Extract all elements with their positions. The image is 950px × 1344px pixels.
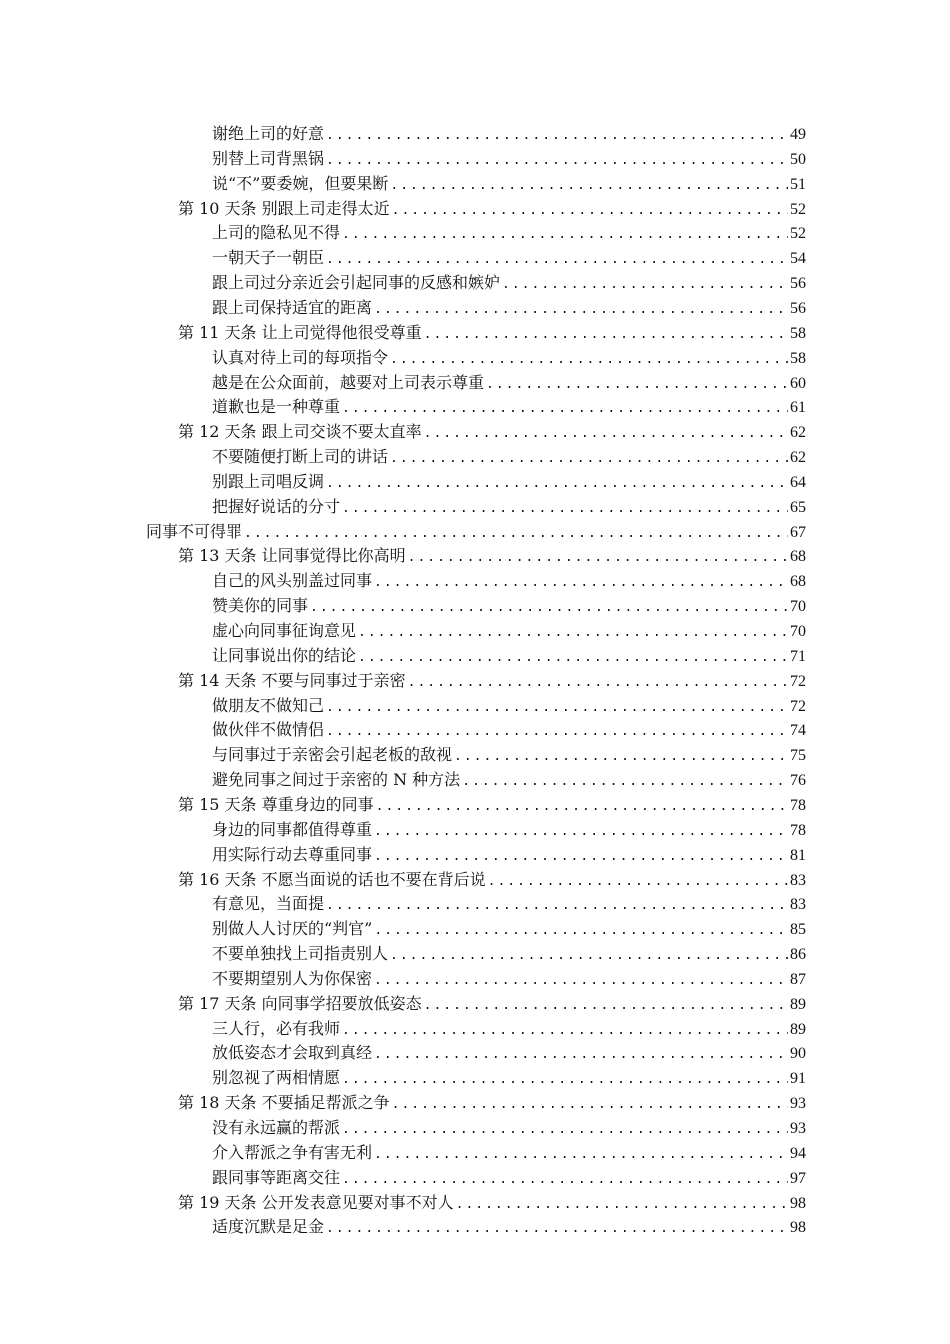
toc-entry-title: 避免同事之间过于亲密的 N 种方法	[212, 770, 461, 790]
toc-entry-title: 自己的风头别盖过同事	[212, 571, 373, 591]
dot-leader	[358, 620, 788, 645]
toc-entry-title: 跟上司保持适宜的距离	[212, 297, 373, 317]
toc-entry-title: 别忽视了两相情愿	[212, 1068, 341, 1088]
toc-entry-page-number: 91	[790, 1070, 806, 1088]
dot-leader	[390, 173, 788, 198]
dot-leader	[390, 446, 788, 471]
dot-leader	[454, 744, 788, 769]
toc-entry[interactable]	[212, 842, 806, 867]
toc-entry[interactable]	[212, 941, 806, 966]
toc-entry[interactable]	[178, 1190, 806, 1215]
dot-leader	[374, 918, 788, 943]
toc-entry[interactable]	[212, 171, 806, 196]
toc-entry-title: 身边的同事都值得尊重	[212, 819, 373, 839]
toc-entry-title: 第 12 天条 跟上司交谈不要太直率	[178, 422, 422, 442]
dot-leader	[310, 595, 788, 620]
toc-entry-page-number: 72	[790, 672, 806, 690]
toc-entry-title: 不要单独找上司指责别人	[212, 944, 389, 964]
toc-entry[interactable]	[178, 320, 806, 345]
toc-entry[interactable]	[212, 643, 806, 668]
dot-leader	[488, 869, 788, 894]
dot-leader	[326, 893, 788, 918]
toc-entry[interactable]	[212, 767, 806, 792]
toc-entry-title: 认真对待上司的每项指令	[212, 347, 389, 367]
toc-entry-title: 同事不可得罪	[146, 521, 243, 541]
dot-leader	[244, 521, 788, 546]
toc-entry[interactable]	[212, 1140, 806, 1165]
toc-entry-title: 别跟上司唱反调	[212, 471, 325, 491]
dot-leader	[376, 794, 788, 819]
dot-leader	[374, 1142, 788, 1167]
toc-entry-page-number: 58	[790, 349, 806, 367]
toc-entry-page-number: 52	[790, 200, 806, 218]
dot-leader	[374, 1042, 788, 1067]
toc-entry[interactable]	[212, 817, 806, 842]
dot-leader	[392, 198, 788, 223]
toc-entry-title: 别替上司背黑锅	[212, 148, 325, 168]
toc-entry[interactable]	[212, 394, 806, 419]
toc-entry[interactable]	[178, 792, 806, 817]
dot-leader	[424, 322, 788, 347]
toc-entry[interactable]	[212, 270, 806, 295]
dot-leader	[342, 1167, 788, 1192]
toc-entry-title: 第 18 天条 不要插足帮派之争	[178, 1093, 390, 1113]
toc-entry-title: 第 15 天条 尊重身边的同事	[178, 794, 374, 814]
dot-leader	[342, 1067, 788, 1092]
toc-entry-title: 做朋友不做知己	[212, 695, 325, 715]
dot-leader	[358, 645, 788, 670]
toc-entry-page-number: 89	[790, 995, 806, 1013]
toc-entry-page-number: 62	[790, 449, 806, 467]
toc-entry-page-number: 97	[790, 1169, 806, 1187]
dot-leader	[486, 372, 788, 397]
toc-entry-title: 让同事说出你的结论	[212, 645, 357, 665]
dot-leader	[390, 347, 788, 372]
dot-leader	[390, 943, 788, 968]
toc-entry[interactable]	[178, 196, 806, 221]
toc-entry-title: 介入帮派之争有害无利	[212, 1142, 373, 1162]
toc-entry-page-number: 98	[790, 1194, 806, 1212]
toc-entry-page-number: 70	[790, 623, 806, 640]
toc-entry-page-number: 75	[790, 747, 806, 765]
dot-leader	[462, 769, 788, 794]
toc-entry-page-number: 85	[790, 921, 806, 939]
toc-entry[interactable]	[212, 693, 806, 718]
toc-entry-page-number: 74	[790, 722, 806, 740]
toc-entry-page-number: 83	[790, 896, 806, 914]
toc-entry-page-number: 58	[790, 324, 806, 342]
toc-entry[interactable]	[212, 966, 806, 991]
toc-entry[interactable]	[178, 1090, 806, 1115]
dot-leader	[326, 247, 788, 272]
dot-leader	[326, 123, 788, 148]
toc-entry[interactable]	[212, 494, 806, 519]
toc-entry-page-number: 89	[790, 1020, 806, 1038]
toc-entry-page-number: 51	[790, 175, 806, 193]
dot-leader	[424, 421, 788, 446]
toc-entry-page-number: 67	[790, 523, 806, 541]
toc-entry-title: 第 11 天条 让上司觉得他很受尊重	[178, 322, 422, 342]
toc-entry-title: 与同事过于亲密会引起老板的敌视	[212, 745, 453, 765]
toc-entry[interactable]	[212, 146, 806, 171]
dot-leader	[342, 396, 788, 421]
toc-entry-page-number: 62	[790, 424, 806, 442]
toc-entry-page-number: 68	[790, 573, 806, 591]
dot-leader	[392, 1092, 788, 1117]
dot-leader	[408, 670, 788, 695]
dot-leader	[424, 993, 788, 1018]
toc-entry[interactable]	[212, 469, 806, 494]
toc-entry-page-number: 49	[790, 126, 806, 143]
toc-entry-title: 第 17 天条 向同事学招要放低姿态	[178, 993, 422, 1013]
toc-entry-page-number: 56	[790, 275, 806, 293]
toc-entry-title: 上司的隐私见不得	[212, 223, 341, 243]
toc-entry-title: 适度沉默是足金	[212, 1217, 325, 1237]
toc-entry[interactable]	[178, 867, 806, 892]
toc-entry-page-number: 72	[790, 697, 806, 715]
dot-leader	[374, 819, 788, 844]
toc-entry-page-number: 65	[790, 498, 806, 516]
dot-leader	[374, 968, 788, 993]
toc-entry-title: 做伙伴不做情侣	[212, 720, 325, 740]
toc-entry-title: 把握好说话的分寸	[212, 496, 341, 516]
toc-entry-page-number: 71	[790, 647, 806, 665]
dot-leader	[326, 719, 788, 744]
toc-entry[interactable]	[212, 295, 806, 320]
toc-entry-title: 放低姿态才会取到真经	[212, 1043, 373, 1063]
toc-entry[interactable]	[212, 568, 806, 593]
toc-entry-title: 有意见，当面提	[212, 894, 325, 914]
toc-entry-page-number: 98	[790, 1219, 806, 1237]
toc-entry-page-number: 83	[790, 871, 806, 889]
dot-leader	[326, 471, 788, 496]
toc-entry[interactable]	[212, 345, 806, 370]
toc-entry-title: 不要期望别人为你保密	[212, 968, 373, 988]
toc-entry[interactable]	[212, 121, 806, 146]
toc-entry-title: 道歉也是一种尊重	[212, 397, 341, 417]
toc-entry[interactable]	[212, 245, 806, 270]
toc-entry-title: 虚心向同事征询意见	[212, 621, 357, 640]
toc-entry-page-number: 78	[790, 821, 806, 839]
toc-entry-page-number: 81	[790, 846, 806, 864]
toc-entry-page-number: 60	[790, 374, 806, 392]
dot-leader	[374, 844, 788, 869]
toc-entry[interactable]	[212, 1065, 806, 1090]
toc-entry[interactable]	[212, 742, 806, 767]
toc-entry-title: 越是在公众面前，越要对上司表示尊重	[212, 372, 485, 392]
toc-entry-title: 用实际行动去尊重同事	[212, 844, 373, 864]
toc-entry[interactable]	[212, 891, 806, 916]
toc-entry-page-number: 56	[790, 299, 806, 317]
toc-entry-title: 第 10 天条 别跟上司走得太近	[178, 198, 390, 218]
toc-entry-page-number: 64	[790, 473, 806, 491]
toc-entry-page-number: 93	[790, 1120, 806, 1137]
toc-entry-title: 跟上司过分亲近会引起同事的反感和嫉妒	[212, 273, 501, 293]
toc-entry-title: 跟同事等距离交往	[212, 1167, 341, 1187]
toc-entry-page-number: 61	[790, 399, 806, 417]
toc-entry[interactable]	[212, 220, 806, 245]
toc-entry[interactable]	[212, 370, 806, 395]
toc-entry[interactable]	[212, 1016, 806, 1041]
toc-entry-page-number: 54	[790, 250, 806, 268]
dot-leader	[342, 1018, 788, 1043]
toc-entry-title: 第 13 天条 让同事觉得比你高明	[178, 546, 406, 566]
toc-entry-title: 三人行，必有我师	[212, 1018, 341, 1038]
toc-entry-title: 不要随便打断上司的讲话	[212, 447, 389, 467]
toc-entry-title: 没有永远赢的帮派	[212, 1118, 341, 1137]
toc-entry-title: 别做人人讨厌的“判官”	[212, 919, 373, 939]
toc-entry-page-number: 70	[790, 598, 806, 616]
dot-leader	[342, 496, 788, 521]
toc-entry-title: 第 19 天条 公开发表意见要对事不对人	[178, 1192, 454, 1212]
toc-entry[interactable]	[212, 444, 806, 469]
toc-entry[interactable]	[212, 1214, 806, 1239]
toc-entry-page-number: 78	[790, 796, 806, 814]
dot-leader	[456, 1192, 788, 1217]
toc-entry-title: 第 14 天条 不要与同事过于亲密	[178, 670, 406, 690]
toc-entry[interactable]	[178, 991, 806, 1016]
toc-entry[interactable]	[212, 1040, 806, 1065]
toc-entry-page-number: 50	[790, 150, 806, 168]
toc-entry-title: 说“不”要委婉，但要果断	[212, 173, 389, 193]
toc-entry[interactable]	[178, 419, 806, 444]
toc-entry-title: 谢绝上司的好意	[212, 124, 325, 143]
toc-entry-page-number: 76	[790, 772, 806, 790]
toc-entry[interactable]	[178, 543, 806, 568]
toc-entry[interactable]	[212, 1165, 806, 1190]
toc-entry-page-number: 52	[790, 225, 806, 243]
toc-entry[interactable]	[178, 668, 806, 693]
toc-entry-page-number: 94	[790, 1144, 806, 1162]
dot-leader	[342, 222, 788, 247]
toc-entry-title: 赞美你的同事	[212, 596, 309, 616]
toc-entry-page-number: 90	[790, 1045, 806, 1063]
toc-entry-page-number: 68	[790, 548, 806, 566]
toc-entry[interactable]	[212, 916, 806, 941]
toc-entry[interactable]	[212, 618, 806, 643]
toc-entry[interactable]	[212, 1115, 806, 1140]
toc-entry[interactable]	[146, 519, 806, 544]
dot-leader	[326, 148, 788, 173]
dot-leader	[374, 297, 788, 322]
dot-leader	[326, 695, 788, 720]
toc-entry[interactable]	[212, 593, 806, 618]
dot-leader	[374, 570, 788, 595]
toc-entry-title: 一朝天子一朝臣	[212, 248, 325, 268]
toc-entry-page-number: 93	[790, 1095, 806, 1113]
toc-entry-page-number: 87	[790, 970, 806, 988]
dot-leader	[342, 1117, 788, 1142]
dot-leader	[326, 1216, 788, 1241]
toc-entry-page-number: 86	[790, 946, 806, 964]
dot-leader	[408, 545, 788, 570]
dot-leader	[502, 272, 788, 297]
toc-entry[interactable]	[212, 717, 806, 742]
toc-entry-title: 第 16 天条 不愿当面说的话也不要在背后说	[178, 869, 486, 889]
